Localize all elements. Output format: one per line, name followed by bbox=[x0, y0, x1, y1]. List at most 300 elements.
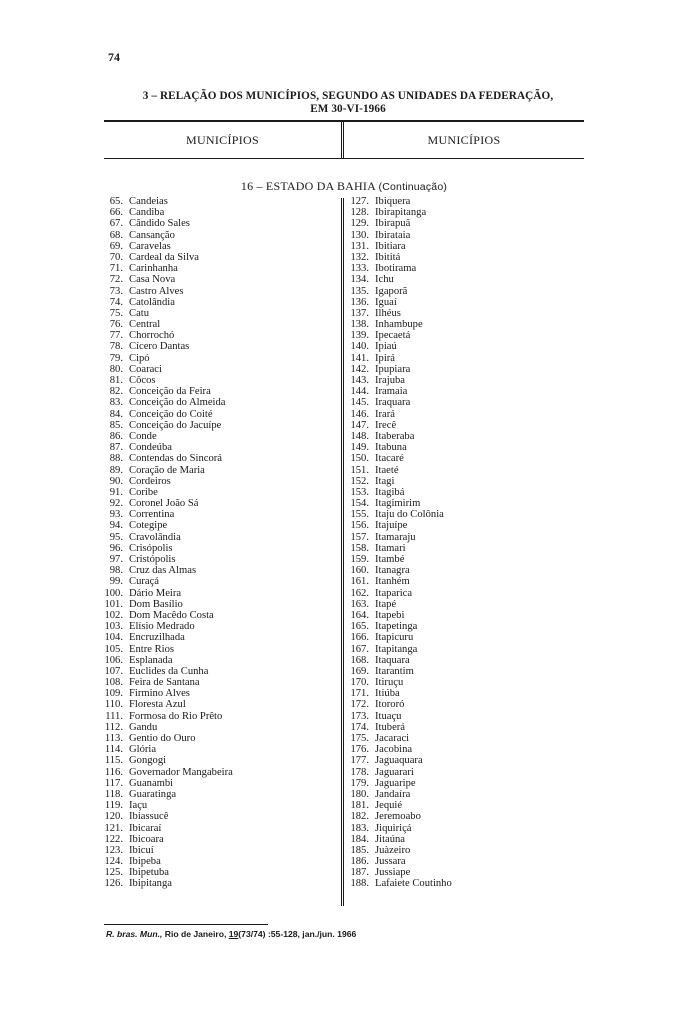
item-number: 140. bbox=[350, 341, 369, 353]
municipality-name: Itororó bbox=[375, 699, 405, 711]
item-number: 126. bbox=[104, 878, 123, 890]
list-item bbox=[341, 755, 581, 766]
municipality-name: Coaraci bbox=[129, 363, 162, 375]
municipality-name: Jaguarari bbox=[375, 766, 414, 778]
item-number: 67. bbox=[109, 218, 123, 230]
list-item bbox=[100, 823, 336, 834]
footer-volume: 19 bbox=[228, 929, 239, 939]
list-item bbox=[341, 878, 581, 889]
municipality-name: Cipó bbox=[129, 352, 150, 364]
list-item bbox=[100, 442, 336, 453]
municipality-name: Itapé bbox=[375, 598, 397, 610]
item-number: 92. bbox=[109, 498, 123, 510]
list-item bbox=[341, 811, 581, 822]
list-item bbox=[100, 308, 336, 319]
municipality-name: Chorrochó bbox=[129, 330, 175, 342]
item-number: 69. bbox=[109, 240, 123, 252]
list-item bbox=[100, 867, 336, 878]
municipality-name: Firmino Alves bbox=[129, 688, 190, 700]
item-number: 129. bbox=[350, 218, 369, 230]
municipality-name: Candeias bbox=[129, 196, 168, 207]
list-item bbox=[100, 778, 336, 789]
list-item bbox=[100, 196, 336, 207]
municipality-name: Cristópolis bbox=[129, 554, 176, 565]
municipality-name: Jandaíra bbox=[375, 788, 411, 800]
list-item bbox=[100, 375, 336, 386]
municipality-name: Governador Mangabeira bbox=[129, 766, 233, 778]
municipality-name: Ituaçu bbox=[375, 710, 402, 722]
list-item bbox=[100, 520, 336, 531]
municipality-name: Jaguaquara bbox=[375, 755, 423, 767]
item-number: 71. bbox=[109, 263, 123, 275]
municipality-name: Cansanção bbox=[129, 229, 175, 241]
list-item bbox=[341, 487, 581, 498]
list-item bbox=[100, 845, 336, 856]
list-item bbox=[100, 509, 336, 520]
municipality-list-left bbox=[100, 196, 336, 890]
list-item bbox=[100, 811, 336, 822]
list-item bbox=[100, 465, 336, 476]
list-item bbox=[341, 565, 581, 576]
item-number: 117. bbox=[104, 777, 123, 789]
item-number: 95. bbox=[109, 531, 123, 543]
item-number: 65. bbox=[109, 196, 123, 207]
list-item bbox=[341, 543, 581, 554]
item-number: 174. bbox=[350, 721, 369, 733]
municipality-name: Iaçu bbox=[129, 800, 148, 812]
item-number: 156. bbox=[350, 520, 369, 532]
municipality-name: Itajuípe bbox=[375, 520, 408, 532]
municipality-name: Jacaraci bbox=[375, 733, 410, 744]
item-number: 122. bbox=[104, 833, 123, 845]
municipality-name: Guaratinga bbox=[129, 788, 177, 800]
item-number: 163. bbox=[350, 598, 369, 610]
list-item bbox=[100, 588, 336, 599]
item-number: 160. bbox=[350, 565, 369, 577]
page-title bbox=[108, 90, 588, 115]
list-item bbox=[341, 778, 581, 789]
list-item bbox=[341, 532, 581, 543]
municipality-name: Crisópolis bbox=[129, 542, 173, 554]
list-item bbox=[341, 386, 581, 397]
item-number: 123. bbox=[104, 844, 123, 856]
municipality-name: Euclides da Cunha bbox=[129, 665, 209, 677]
municipality-name: Jequié bbox=[375, 800, 403, 812]
municipality-name: Catu bbox=[129, 307, 150, 319]
column-header-left: MUNICÍPIOS bbox=[185, 133, 259, 147]
list-item bbox=[100, 666, 336, 677]
municipality-name: Feira de Santana bbox=[129, 677, 200, 689]
list-item bbox=[100, 487, 336, 498]
item-number: 121. bbox=[104, 822, 123, 834]
municipality-name: Cotegipe bbox=[129, 520, 168, 532]
footer-rest: (73/74) :55-128, jan./jun. 1966 bbox=[238, 929, 357, 939]
list-item bbox=[341, 688, 581, 699]
title-line-1: 3 – RELAÇÃO DOS MUNICÍPIOS, SEGUNDO AS UNIDADES DA FEDERAÇÃO, bbox=[142, 90, 554, 102]
item-number: 75. bbox=[109, 307, 123, 319]
municipality-name: Jussara bbox=[375, 856, 406, 868]
item-number: 162. bbox=[350, 587, 369, 599]
municipality-name: Itaberaba bbox=[375, 430, 415, 442]
municipality-name: Itagimirim bbox=[375, 498, 421, 510]
municipality-name: Iguaí bbox=[375, 296, 397, 308]
list-item bbox=[100, 274, 336, 285]
municipality-name: Itambé bbox=[375, 554, 405, 565]
list-item bbox=[100, 543, 336, 554]
municipality-name: Coronel João Sá bbox=[129, 498, 199, 510]
item-number: 118. bbox=[104, 788, 123, 800]
list-item bbox=[100, 576, 336, 587]
list-item bbox=[341, 610, 581, 621]
list-item bbox=[100, 330, 336, 341]
item-number: 82. bbox=[109, 386, 123, 398]
municipality-name: Cravolândia bbox=[129, 531, 181, 543]
item-number: 102. bbox=[104, 609, 123, 621]
list-item bbox=[341, 823, 581, 834]
municipality-name: Ibirapitanga bbox=[375, 207, 427, 219]
municipality-name: Jitaúna bbox=[375, 833, 406, 845]
municipality-name: Castro Alves bbox=[129, 285, 184, 297]
list-item bbox=[100, 621, 336, 632]
municipality-name: Curaçá bbox=[129, 576, 159, 588]
list-item bbox=[100, 744, 336, 755]
list-item bbox=[341, 621, 581, 632]
section-heading bbox=[104, 179, 584, 194]
list-item bbox=[341, 867, 581, 878]
list-item bbox=[100, 397, 336, 408]
item-number: 111. bbox=[105, 710, 123, 722]
municipality-name: Itaju do Colônia bbox=[375, 509, 444, 521]
item-number: 182. bbox=[350, 811, 369, 823]
item-number: 109. bbox=[104, 688, 123, 700]
item-number: 165. bbox=[350, 621, 369, 633]
item-number: 158. bbox=[350, 542, 369, 554]
item-number: 68. bbox=[109, 229, 123, 241]
list-item bbox=[100, 263, 336, 274]
municipality-name: Glória bbox=[129, 744, 157, 756]
municipality-name: Dom Basílio bbox=[129, 598, 183, 610]
list-item bbox=[341, 666, 581, 677]
municipality-name: Itiruçu bbox=[375, 677, 404, 689]
municipality-name: Itamaraju bbox=[375, 531, 416, 543]
list-item bbox=[100, 319, 336, 330]
item-number: 141. bbox=[350, 352, 369, 364]
list-item bbox=[100, 599, 336, 610]
municipality-name: Itamari bbox=[375, 542, 406, 554]
item-number: 132. bbox=[350, 251, 369, 263]
item-number: 103. bbox=[104, 621, 123, 633]
footer-journal: R. bras. Mun., bbox=[106, 929, 163, 939]
item-number: 73. bbox=[109, 285, 123, 297]
item-number: 76. bbox=[109, 319, 123, 331]
municipality-name: Ibicoara bbox=[129, 833, 164, 845]
list-item bbox=[100, 755, 336, 766]
item-number: 94. bbox=[109, 520, 123, 532]
column-header-right: MUNICÍPIOS bbox=[427, 133, 501, 147]
list-item bbox=[341, 509, 581, 520]
list-item bbox=[341, 263, 581, 274]
list-item bbox=[100, 722, 336, 733]
list-item bbox=[341, 465, 581, 476]
item-number: 145. bbox=[350, 397, 369, 409]
list-item bbox=[100, 341, 336, 352]
item-number: 86. bbox=[109, 430, 123, 442]
municipality-name: Catolândia bbox=[129, 296, 175, 308]
municipality-name: Ipiaú bbox=[375, 341, 397, 353]
table-header-rule bbox=[104, 158, 584, 159]
list-item bbox=[100, 453, 336, 464]
municipality-name: Conde bbox=[129, 430, 157, 442]
item-number: 124. bbox=[104, 856, 123, 868]
item-number: 127. bbox=[350, 196, 369, 207]
list-item bbox=[100, 297, 336, 308]
list-item bbox=[341, 800, 581, 811]
municipality-name: Casa Nova bbox=[129, 274, 176, 286]
list-item bbox=[341, 375, 581, 386]
municipality-name: Ibipitanga bbox=[129, 878, 172, 890]
item-number: 143. bbox=[350, 375, 369, 386]
municipality-name: Itapicuru bbox=[375, 632, 414, 644]
list-item bbox=[341, 420, 581, 431]
list-item bbox=[341, 520, 581, 531]
list-item bbox=[100, 476, 336, 487]
item-number: 176. bbox=[350, 744, 369, 756]
list-item bbox=[100, 767, 336, 778]
municipality-name: Ibipeba bbox=[129, 856, 161, 868]
list-item bbox=[341, 453, 581, 464]
municipality-name: Floresta Azul bbox=[129, 699, 186, 711]
municipality-name: Ibirataia bbox=[375, 229, 411, 241]
item-number: 167. bbox=[350, 643, 369, 655]
municipality-name: Juàzeiro bbox=[375, 844, 411, 856]
list-item bbox=[341, 599, 581, 610]
item-number: 119. bbox=[104, 800, 123, 812]
list-item bbox=[341, 789, 581, 800]
municipality-name: Ipirá bbox=[375, 352, 395, 364]
item-number: 153. bbox=[350, 486, 369, 498]
municipality-name: Ibipetuba bbox=[129, 867, 170, 879]
item-number: 183. bbox=[350, 822, 369, 834]
item-number: 172. bbox=[350, 699, 369, 711]
item-number: 120. bbox=[104, 811, 123, 823]
list-item bbox=[100, 610, 336, 621]
municipality-name: Itanagra bbox=[375, 565, 410, 577]
item-number: 188. bbox=[350, 878, 369, 890]
list-item bbox=[100, 498, 336, 509]
municipality-name: Ibirapuã bbox=[375, 218, 411, 230]
item-number: 155. bbox=[350, 509, 369, 521]
footer-rule bbox=[104, 924, 268, 925]
municipality-name: Jiquiriçá bbox=[375, 822, 412, 834]
item-number: 154. bbox=[350, 498, 369, 510]
item-number: 99. bbox=[109, 576, 123, 588]
list-item bbox=[341, 644, 581, 655]
municipality-name: Conceição do Coité bbox=[129, 408, 213, 420]
item-number: 171. bbox=[350, 688, 369, 700]
municipality-name: Itarantim bbox=[375, 665, 414, 677]
municipality-name: Ibititá bbox=[375, 251, 401, 263]
list-item bbox=[100, 252, 336, 263]
footer-place: Rio de Janeiro, bbox=[162, 929, 229, 939]
municipality-name: Iramaia bbox=[375, 386, 408, 398]
list-item bbox=[341, 733, 581, 744]
municipality-name: Cardeal da Silva bbox=[129, 251, 200, 263]
item-number: 87. bbox=[109, 442, 123, 454]
item-number: 106. bbox=[104, 654, 123, 666]
item-number: 81. bbox=[109, 375, 123, 386]
item-number: 79. bbox=[109, 352, 123, 364]
item-number: 138. bbox=[350, 319, 369, 331]
item-number: 133. bbox=[350, 263, 369, 275]
municipality-name: Dom Macêdo Costa bbox=[129, 609, 214, 621]
list-item bbox=[341, 655, 581, 666]
list-item bbox=[341, 319, 581, 330]
municipality-name: Irecê bbox=[375, 419, 397, 431]
item-number: 148. bbox=[350, 430, 369, 442]
item-number: 144. bbox=[350, 386, 369, 398]
municipality-name: Itaeté bbox=[375, 464, 399, 476]
municipality-name: Gandu bbox=[129, 721, 158, 733]
item-number: 72. bbox=[109, 274, 123, 286]
item-number: 137. bbox=[350, 307, 369, 319]
item-number: 110. bbox=[104, 699, 123, 711]
list-item bbox=[100, 532, 336, 543]
municipality-name: Jacobina bbox=[375, 744, 413, 756]
title-line-2: EM 30-VI-1966 bbox=[310, 102, 386, 115]
item-number: 147. bbox=[350, 419, 369, 431]
list-item bbox=[100, 699, 336, 710]
municipality-name: Itaparica bbox=[375, 587, 413, 599]
list-item bbox=[341, 364, 581, 375]
municipality-name: Irajuba bbox=[375, 375, 405, 386]
item-number: 100. bbox=[104, 587, 123, 599]
list-item bbox=[341, 297, 581, 308]
municipality-name: Jussiape bbox=[375, 867, 411, 879]
item-number: 89. bbox=[109, 464, 123, 476]
item-number: 151. bbox=[350, 464, 369, 476]
list-item bbox=[100, 218, 336, 229]
list-item bbox=[100, 409, 336, 420]
municipality-name: Formosa do Rio Prêto bbox=[129, 710, 223, 722]
list-item bbox=[341, 330, 581, 341]
list-item bbox=[341, 677, 581, 688]
item-number: 78. bbox=[109, 341, 123, 353]
list-item bbox=[341, 431, 581, 442]
municipality-name: Ipecaetá bbox=[375, 330, 411, 342]
item-number: 180. bbox=[350, 788, 369, 800]
list-item bbox=[341, 241, 581, 252]
municipality-name: Jaguaripe bbox=[375, 777, 416, 789]
item-number: 74. bbox=[109, 296, 123, 308]
item-number: 130. bbox=[350, 229, 369, 241]
list-item bbox=[100, 386, 336, 397]
list-item bbox=[341, 834, 581, 845]
list-item bbox=[341, 845, 581, 856]
list-item bbox=[341, 699, 581, 710]
item-number: 80. bbox=[109, 363, 123, 375]
municipality-name: Itagi bbox=[375, 475, 395, 487]
item-number: 185. bbox=[350, 844, 369, 856]
municipality-name: Ibicuí bbox=[129, 844, 154, 856]
list-item bbox=[341, 397, 581, 408]
municipality-name: Coribe bbox=[129, 486, 158, 498]
item-number: 104. bbox=[104, 632, 123, 644]
list-item bbox=[341, 308, 581, 319]
list-item bbox=[100, 431, 336, 442]
list-item bbox=[341, 230, 581, 241]
item-number: 88. bbox=[109, 453, 123, 465]
item-number: 135. bbox=[350, 285, 369, 297]
list-item bbox=[341, 353, 581, 364]
list-item bbox=[341, 341, 581, 352]
municipality-name: Ituberá bbox=[375, 721, 405, 733]
item-number: 91. bbox=[109, 486, 123, 498]
municipality-name: Côcos bbox=[129, 375, 156, 386]
municipality-name: Conceição do Jacuípe bbox=[129, 419, 222, 431]
list-item bbox=[100, 655, 336, 666]
list-item bbox=[100, 677, 336, 688]
item-number: 136. bbox=[350, 296, 369, 308]
item-number: 168. bbox=[350, 654, 369, 666]
municipality-name: Inhambupe bbox=[375, 319, 423, 331]
municipality-name: Conceição do Almeida bbox=[129, 397, 226, 409]
municipality-name: Itiúba bbox=[375, 688, 400, 700]
list-item bbox=[341, 252, 581, 263]
item-number: 134. bbox=[350, 274, 369, 286]
list-item bbox=[341, 409, 581, 420]
municipality-name: Jeremoabo bbox=[375, 811, 421, 823]
item-number: 85. bbox=[109, 419, 123, 431]
list-item bbox=[100, 207, 336, 218]
item-number: 70. bbox=[109, 251, 123, 263]
item-number: 149. bbox=[350, 442, 369, 454]
item-number: 83. bbox=[109, 397, 123, 409]
item-number: 164. bbox=[350, 609, 369, 621]
municipality-name: Itanhém bbox=[375, 576, 410, 588]
municipality-name: Ipupiara bbox=[375, 363, 411, 375]
list-item bbox=[341, 767, 581, 778]
section-continuation: (Continuação) bbox=[378, 181, 448, 193]
item-number: 157. bbox=[350, 531, 369, 543]
list-item bbox=[100, 789, 336, 800]
list-item bbox=[100, 800, 336, 811]
municipality-name: Itabuna bbox=[375, 442, 407, 454]
list-item bbox=[100, 353, 336, 364]
item-number: 170. bbox=[350, 677, 369, 689]
list-item bbox=[341, 632, 581, 643]
item-number: 175. bbox=[350, 733, 369, 744]
municipality-name: Iraquara bbox=[375, 397, 411, 409]
municipality-name: Igaporã bbox=[375, 285, 408, 297]
list-item bbox=[100, 420, 336, 431]
item-number: 108. bbox=[104, 677, 123, 689]
item-number: 114. bbox=[104, 744, 123, 756]
municipality-name: Dário Meira bbox=[129, 587, 182, 599]
municipality-name: Correntina bbox=[129, 509, 175, 521]
page-number: 74 bbox=[108, 50, 120, 64]
item-number: 169. bbox=[350, 665, 369, 677]
municipality-name: Entre Rios bbox=[129, 643, 175, 655]
municipality-name: Candiba bbox=[129, 207, 165, 219]
list-item bbox=[100, 644, 336, 655]
item-number: 186. bbox=[350, 856, 369, 868]
municipality-name: Ilhéus bbox=[375, 307, 401, 319]
list-item bbox=[341, 711, 581, 722]
table-top-rule bbox=[104, 120, 584, 122]
municipality-name: Itapebi bbox=[375, 609, 405, 621]
list-item bbox=[100, 834, 336, 845]
list-item bbox=[341, 498, 581, 509]
